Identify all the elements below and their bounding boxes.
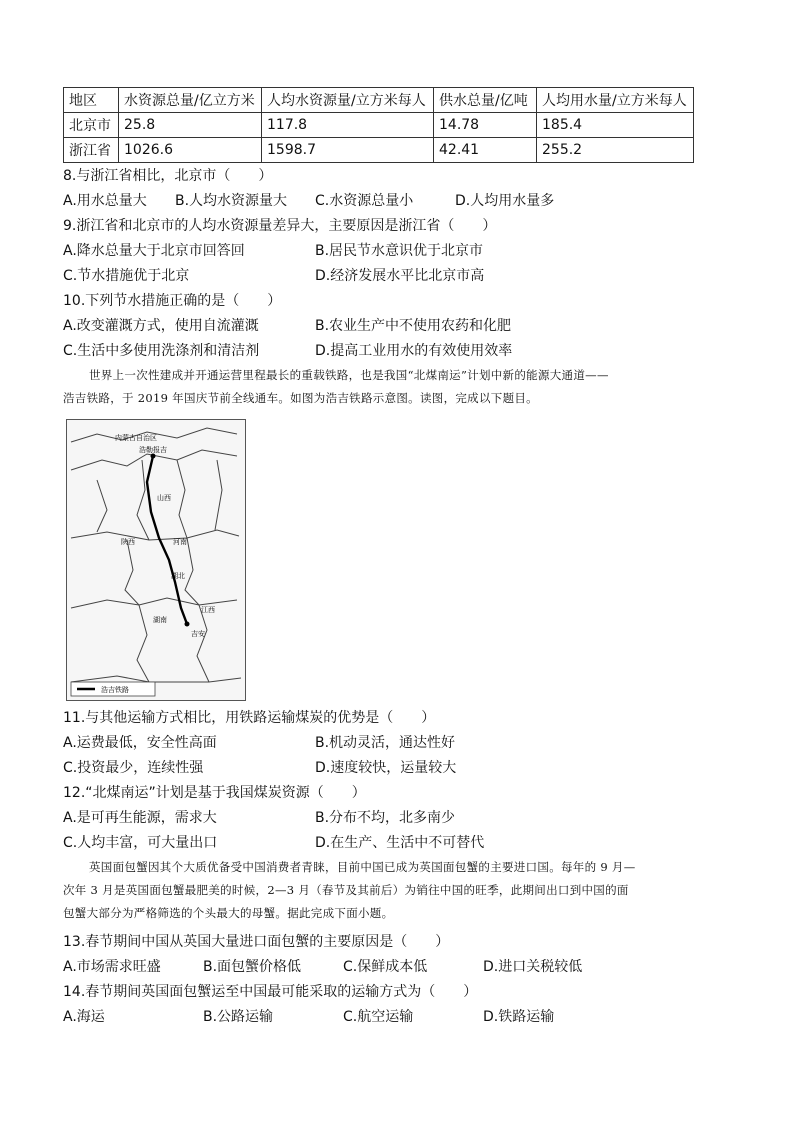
table-cell: 117.8: [262, 113, 434, 138]
map-label: 湖北: [171, 572, 185, 580]
answer-option[interactable]: B.居民节水意识优于北京市: [315, 243, 484, 259]
table-cell: 185.4: [537, 113, 694, 138]
answer-option[interactable]: A.市场需求旺盛: [63, 959, 161, 975]
answer-option[interactable]: C.保鲜成本低: [343, 959, 428, 975]
table-header: 人均用水量/立方米每人: [537, 88, 694, 113]
table-cell: 42.41: [434, 138, 537, 163]
water-resource-table: [63, 87, 694, 163]
answer-option[interactable]: A.运费最低，安全性高面: [63, 735, 217, 751]
answer-option[interactable]: C.航空运输: [343, 1009, 414, 1025]
answer-option[interactable]: A.用水总量大: [63, 193, 147, 209]
table-cell: 14.78: [434, 113, 537, 138]
table-header: 地区: [64, 88, 119, 113]
answer-option[interactable]: C.水资源总量小: [315, 193, 414, 209]
answer-option[interactable]: D.人均用水量多: [455, 193, 555, 209]
answer-option[interactable]: A.海运: [63, 1009, 105, 1025]
answer-option[interactable]: D.提高工业用水的有效使用效率: [315, 343, 513, 359]
map-label: 湖南: [153, 616, 167, 624]
passage-line: 次年 3 月是英国面包蟹最肥美的时候，2—3 月（春节及其前后）为销往中国的旺季，此期间出口到中国的面: [63, 883, 629, 897]
question-stem: 11.与其他运输方式相比，用铁路运输煤炭的优势是（ ）: [63, 710, 436, 726]
table-cell: 255.2: [537, 138, 694, 163]
answer-option[interactable]: A.改变灌溉方式，使用自流灌溉: [63, 318, 259, 334]
table-header-row: [64, 88, 694, 113]
passage-line: 世界上一次性建成并开通运营里程最长的重载铁路，也是我国“北煤南运”计划中新的能源大通道——: [89, 368, 609, 382]
table-cell: 北京市: [64, 113, 119, 138]
answer-option[interactable]: B.面包蟹价格低: [203, 959, 302, 975]
question-stem: 12.“北煤南运”计划是基于我国煤炭资源（ ）: [63, 785, 366, 801]
answer-option[interactable]: C.人均丰富，可大量出口: [63, 835, 218, 851]
answer-option[interactable]: B.机动灵活，通达性好: [315, 735, 456, 751]
table-cell: 浙江省: [64, 138, 119, 163]
table-header: 人均水资源量/立方米每人: [262, 88, 434, 113]
passage-line: 浩吉铁路，于 2019 年国庆节前全线通车。如图为浩吉铁路示意图。读图，完成以下题目。: [63, 391, 538, 405]
reading-passage: [63, 364, 733, 410]
passage-line: 英国面包蟹因其个大质优备受中国消费者青睐，目前中国已成为英国面包蟹的主要进口国。每年的 9 月—: [89, 860, 636, 874]
answer-option[interactable]: B.分布不均，北多南少: [315, 810, 456, 826]
answer-option[interactable]: A.是可再生能源，需求大: [63, 810, 217, 826]
map-label: 吉安: [191, 630, 205, 638]
reading-passage: [63, 856, 733, 925]
answer-option[interactable]: C.生活中多使用洗涤剂和清洁剂: [63, 343, 260, 359]
answer-option[interactable]: D.在生产、生活中不可替代: [315, 835, 485, 851]
table-cell: 25.8: [119, 113, 262, 138]
question-stem: 10.下列节水措施正确的是（ ）: [63, 293, 282, 309]
map-label: 山西: [157, 494, 171, 502]
question-stem: 14.春节期间英国面包蟹运至中国最可能采取的运输方式为（ ）: [63, 984, 478, 1000]
answer-option[interactable]: A.降水总量大于北京市回答回: [63, 243, 245, 259]
answer-option[interactable]: C.节水措施优于北京: [63, 268, 190, 284]
table-cell: 1598.7: [262, 138, 434, 163]
table-row: [64, 113, 694, 138]
map-label: 河南: [173, 538, 187, 546]
map-label: 内蒙古自治区: [115, 434, 157, 442]
table-cell: 1026.6: [119, 138, 262, 163]
question-stem: 9.浙江省和北京市的人均水资源量差异大，主要原因是浙江省（ ）: [63, 218, 497, 234]
answer-option[interactable]: D.速度较快，运量较大: [315, 760, 457, 776]
passage-line: 包蟹大部分为严格筛选的个头最大的母蟹。据此完成下面小题。: [63, 906, 394, 920]
map-label: 江西: [201, 606, 215, 614]
map-label: 浩勒报吉: [139, 446, 167, 454]
table-header: 供水总量/亿吨: [434, 88, 537, 113]
answer-option[interactable]: C.投资最少，连续性强: [63, 760, 204, 776]
question-stem: 8.与浙江省相比，北京市（ ）: [63, 168, 273, 184]
answer-option[interactable]: D.进口关税较低: [483, 959, 583, 975]
haoji-railway-map: [66, 419, 246, 701]
answer-option[interactable]: B.公路运输: [203, 1009, 274, 1025]
question-stem: 13.春节期间中国从英国大量进口面包蟹的主要原因是（ ）: [63, 934, 450, 950]
table-header: 水资源总量/亿立方米: [119, 88, 262, 113]
legend-label: 浩吉铁路: [101, 686, 129, 694]
answer-option[interactable]: D.经济发展水平比北京市高: [315, 268, 485, 284]
map-label: 陕西: [121, 538, 135, 546]
answer-option[interactable]: B.农业生产中不使用农药和化肥: [315, 318, 512, 334]
table-row: [64, 138, 694, 163]
answer-option[interactable]: B.人均水资源量大: [175, 193, 288, 209]
answer-option[interactable]: D.铁路运输: [483, 1009, 555, 1025]
